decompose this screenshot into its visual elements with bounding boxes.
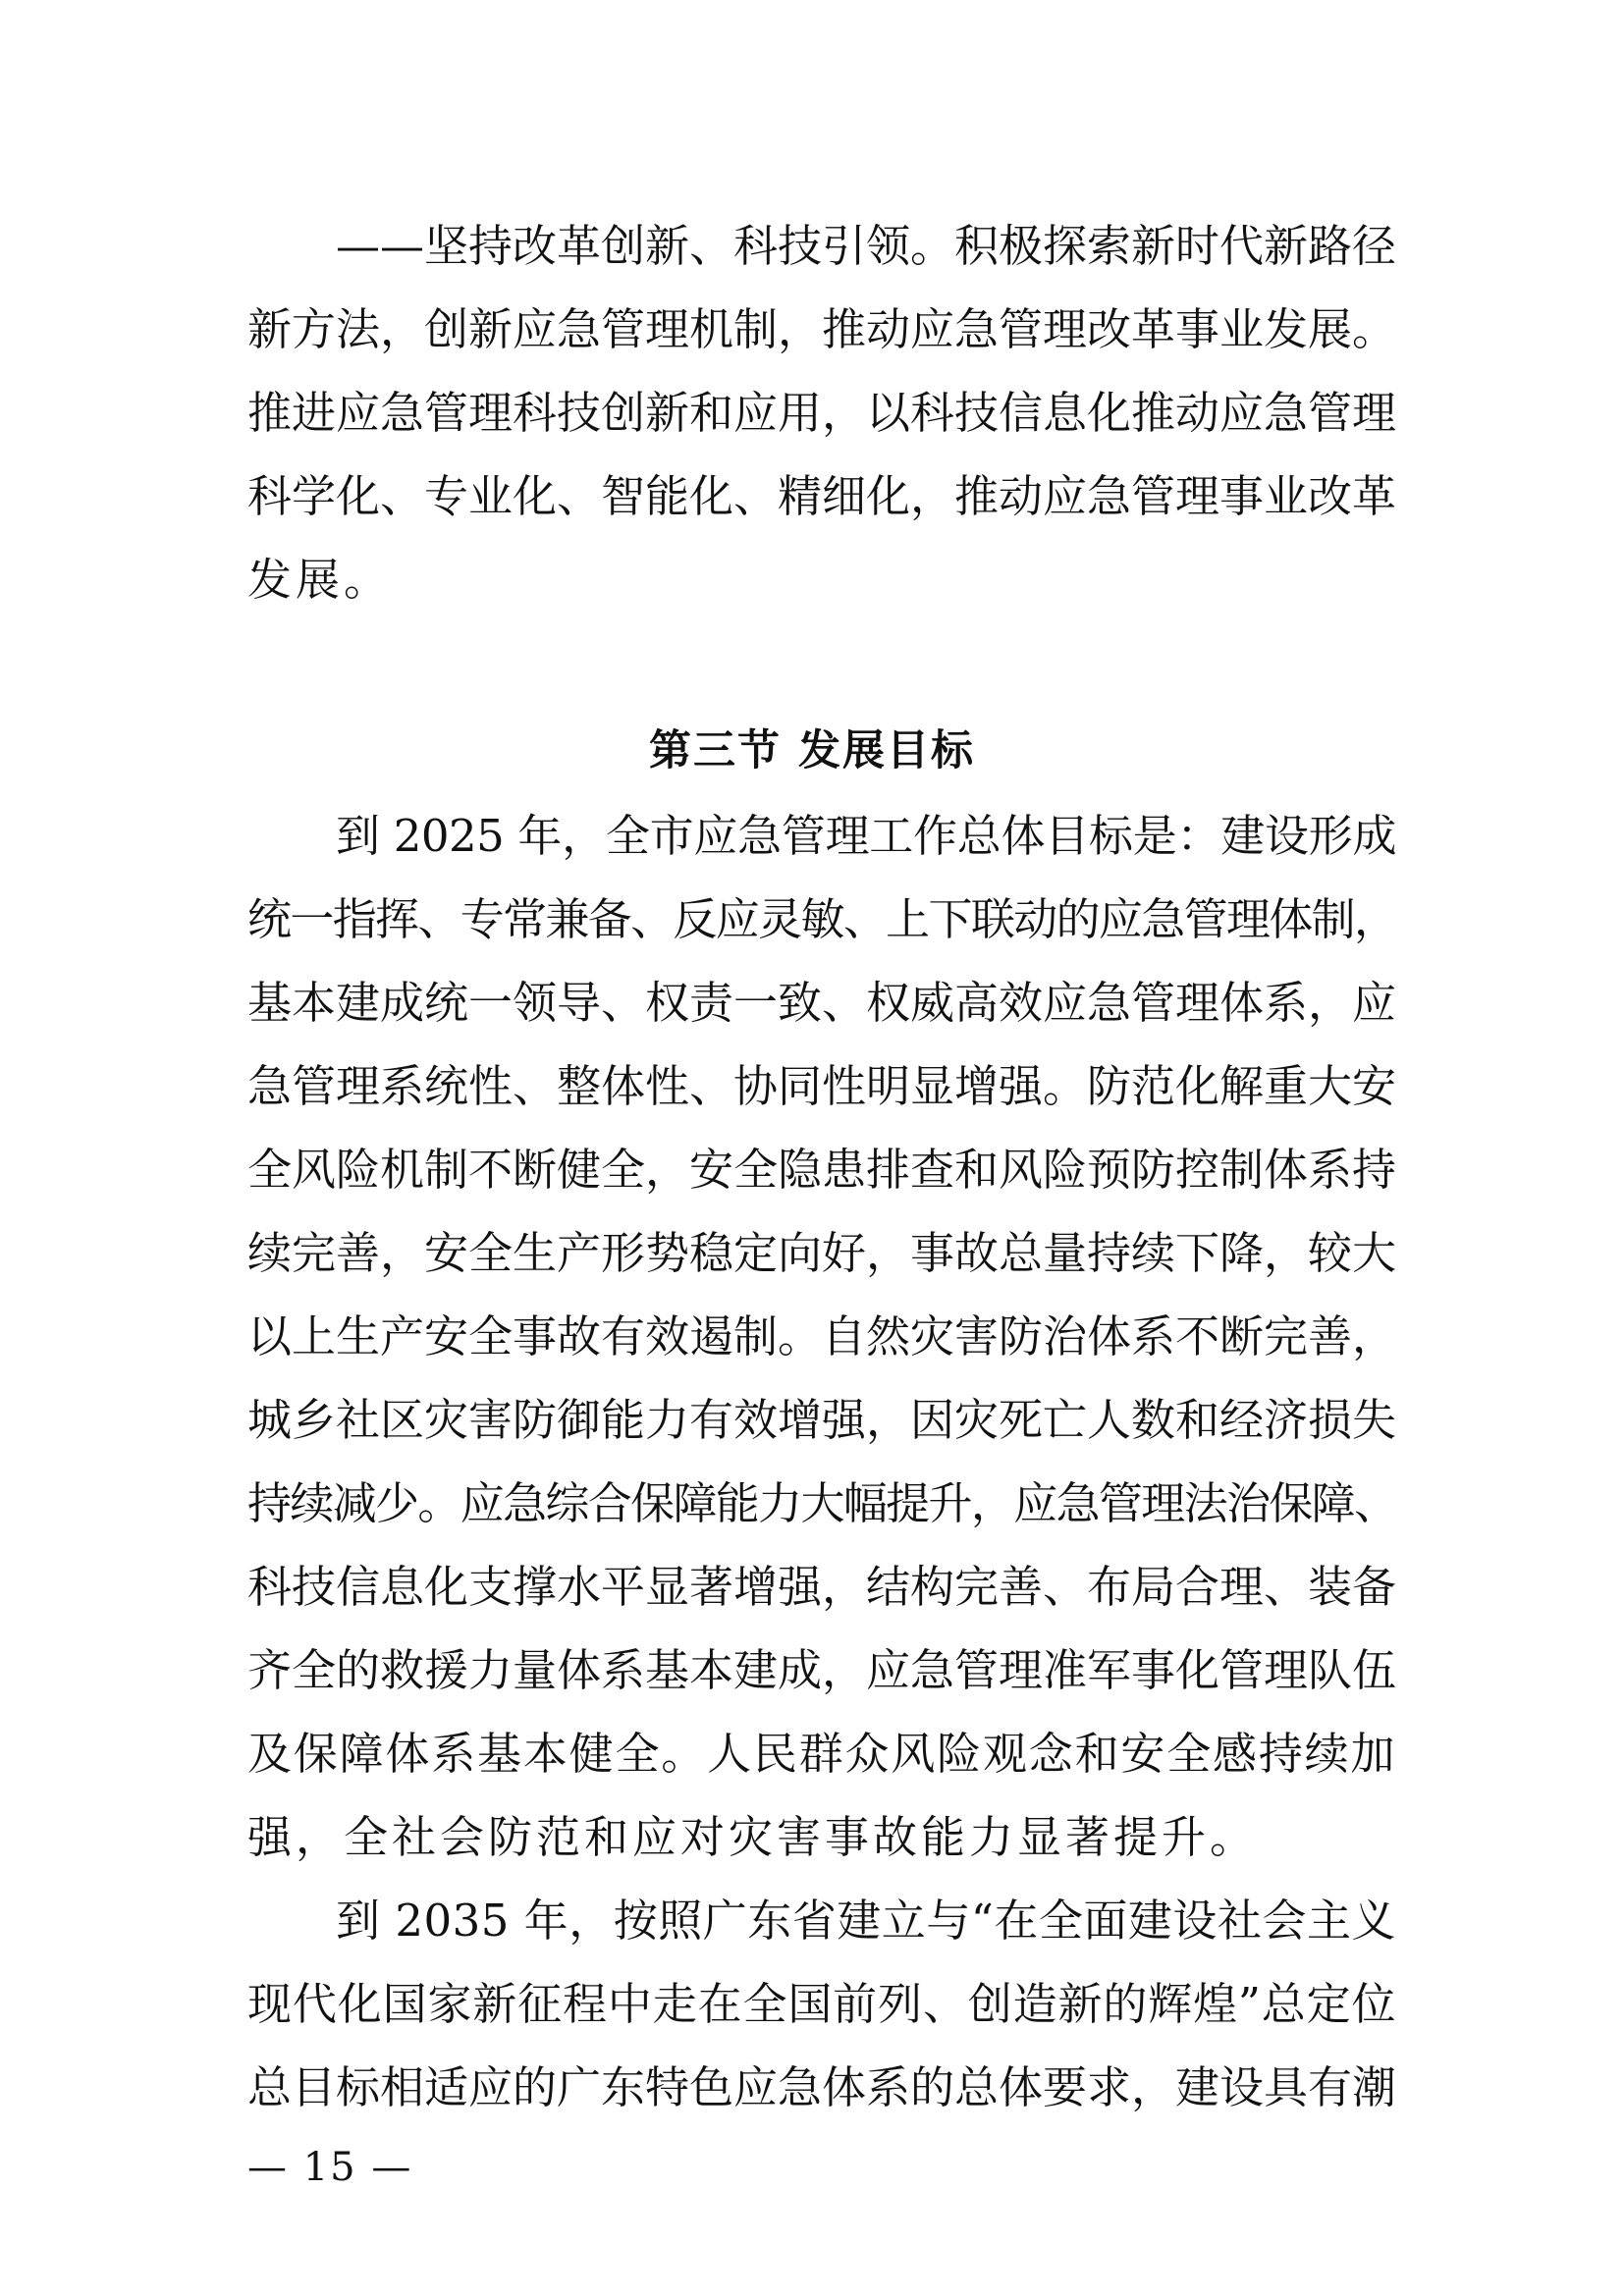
- paragraph-2-line-5: 全风险机制不断健全，安全隐患排查和风险预防控制体系持: [247, 1144, 1397, 1196]
- paragraph-2-line-4: 急管理系统性、整体性、协同性明显增强。防范化解重大安: [247, 1060, 1397, 1112]
- page-number: — 15 —: [247, 2145, 413, 2190]
- paragraph-1-line-4: 科学化、专业化、智能化、精细化，推动应急管理事业改革: [247, 470, 1397, 522]
- paragraph-2-line-7: 以上生产安全事故有效遏制。自然灾害防治体系不断完善，: [247, 1310, 1397, 1362]
- paragraph-2-line-1: 到 2025 年，全市应急管理工作总体目标是：建设形成: [336, 810, 1396, 862]
- paragraph-3-line-1: 到 2035 年，按照广东省建立与“在全面建设社会主义: [336, 1895, 1396, 1947]
- paragraph-1-line-2: 新方法，创新应急管理机制，推动应急管理改革事业发展。: [247, 303, 1397, 355]
- paragraph-2-line-8: 城乡社区灾害防御能力有效增强，因灾死亡人数和经济损失: [247, 1394, 1397, 1446]
- paragraph-2-line-10: 科技信息化支撑水平显著增强，结构完善、布局合理、装备: [247, 1561, 1397, 1613]
- paragraph-1-line-1: ——坚持改革创新、科技引领。积极探索新时代新路径: [336, 220, 1397, 272]
- paragraph-2-line-9: 持续减少。应急综合保障能力大幅提升，应急管理法治保障、: [247, 1477, 1396, 1529]
- paragraph-2-line-2: 统一指挥、专常兼备、反应灵敏、上下联动的应急管理体制，: [247, 893, 1396, 945]
- section-heading: 第三节 发展目标: [649, 726, 975, 775]
- paragraph-2-line-11: 齐全的救援力量体系基本建成，应急管理准军事化管理队伍: [247, 1644, 1397, 1696]
- paragraph-1-line-5: 发展。: [247, 554, 393, 606]
- paragraph-1-line-3: 推进应急管理科技创新和应用，以科技信息化推动应急管理: [247, 387, 1397, 439]
- paragraph-3-line-3: 总目标相适应的广东特色应急体系的总体要求，建设具有潮: [247, 2061, 1397, 2113]
- paragraph-3-line-2: 现代化国家新征程中走在全国前列、创造新的辉煌”总定位: [247, 1978, 1396, 2030]
- paragraph-2-line-13: 强，全社会防范和应对灾害事故能力显著提升。: [247, 1811, 1259, 1863]
- paragraph-2-line-12: 及保障体系基本健全。人民群众风险观念和安全感持续加: [247, 1728, 1396, 1780]
- paragraph-2-line-3: 基本建成统一领导、权责一致、权威高效应急管理体系，应: [247, 977, 1397, 1029]
- paragraph-2-line-6: 续完善，安全生产形势稳定向好，事故总量持续下降，较大: [247, 1227, 1397, 1279]
